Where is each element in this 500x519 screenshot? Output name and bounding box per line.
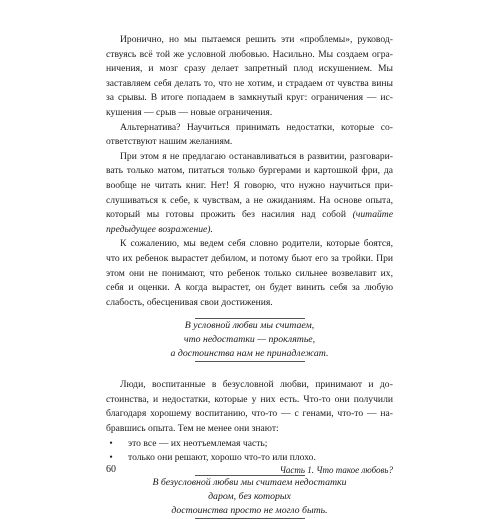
text-line: Альтернатива? Научиться принимать недостатки, которые со [120,121,393,133]
text-line: ствуясь всё той же условной любовью. Насильно. Мы создаем огра [106,48,393,60]
text-line: ответствуют нашим желаниям. [106,136,233,148]
running-head: Часть 1. Что такое любовь? [279,465,393,475]
pull-quote-unconditional-love [150,475,350,519]
text-line: который мы готовы прожить без насилия над собой [106,209,353,221]
paragraph-not-stopping [106,150,393,238]
text-line: Иронично, но мы пытаемся решить эти «проблемы», руковод [120,34,393,45]
quote-line: достоинства просто не могло быть. [171,504,328,516]
bullet-icon: • [109,437,113,449]
text-line: что их ребенок вырастет дебилом, и потому бьют его за тройки. [106,252,377,264]
italic-cross-reference: (читайте предыдущее возражение). [106,209,393,235]
text-line: Люди, воспитанные в безусловной любви, принимают и до [120,379,393,391]
text-line: за срывы. В итоге попадаем в замкнутый круг: ограничения — ис [106,92,393,104]
text-line: К сожалению, мы ведем себя словно родители, которые боятся, [120,238,393,250]
quote-bottom-rule [195,361,305,362]
text-line: слушиваться к себе, к чувствам, а не ожиданиям. На основе опыта, [106,194,393,206]
list-item-text: это все — их неотъемлемая часть; [128,437,268,449]
quote-line: В безусловной любви мы считаем недостатки [152,476,347,488]
list-item [106,451,393,466]
paragraph-parents [106,237,393,310]
text-line: заставляем себя делать то, что не хотим, и страдаем от чувства вины [106,77,393,89]
quote-line: даром, без которых [208,490,291,502]
text-line: вать только матом, питаться только бургерами и картошкой фри, [106,165,384,177]
text-line: бравшись опыта. Тем не менее они знают: [106,423,279,435]
text-line: ничения, и мозг сразу делает запретный плод искушением. Мы [106,63,393,75]
text-line: При этом я не предлагаю останавливаться в развитии, разговари [120,150,393,162]
paragraph-alternative [106,121,393,150]
quote-line: а достоинства нам не принадлежат. [170,348,329,360]
text-line: стоинства, и недостатки, которые у них есть. Что-то они получили [106,393,393,405]
quote-line: В условной любви мы считаем, [184,320,315,332]
list-item [106,437,393,452]
list-item-text: только они решают, хорошо что-то или плохо. [128,452,316,464]
paragraph-irony [106,33,393,121]
body-text-column [106,33,393,519]
text-line: любую слабость, обесценивая свои достижения. [106,282,393,308]
pull-quote-conditional-love [150,318,350,362]
page-number: 60 [106,464,116,475]
paragraph-unconditional [106,378,393,436]
text-line: благодаря хорошему воспитанию, что-то — с генами, что-то — на [106,408,393,420]
bullet-icon: • [109,452,113,464]
text-line: При этом они не понимают, что ребенок только сильнее возвела [106,252,393,279]
quote-line: что недостатки — проклятье, [183,334,316,346]
text-line: вит их, себя и оценки. А когда вырастет, он будет винить себя за [106,267,394,294]
text-line: кушения — срыв — новые ограничения. [106,106,273,118]
bullet-list [106,437,393,466]
text-line: да вообще не читать книг. Нет! Я говорю, что нужно научиться при [106,165,393,191]
